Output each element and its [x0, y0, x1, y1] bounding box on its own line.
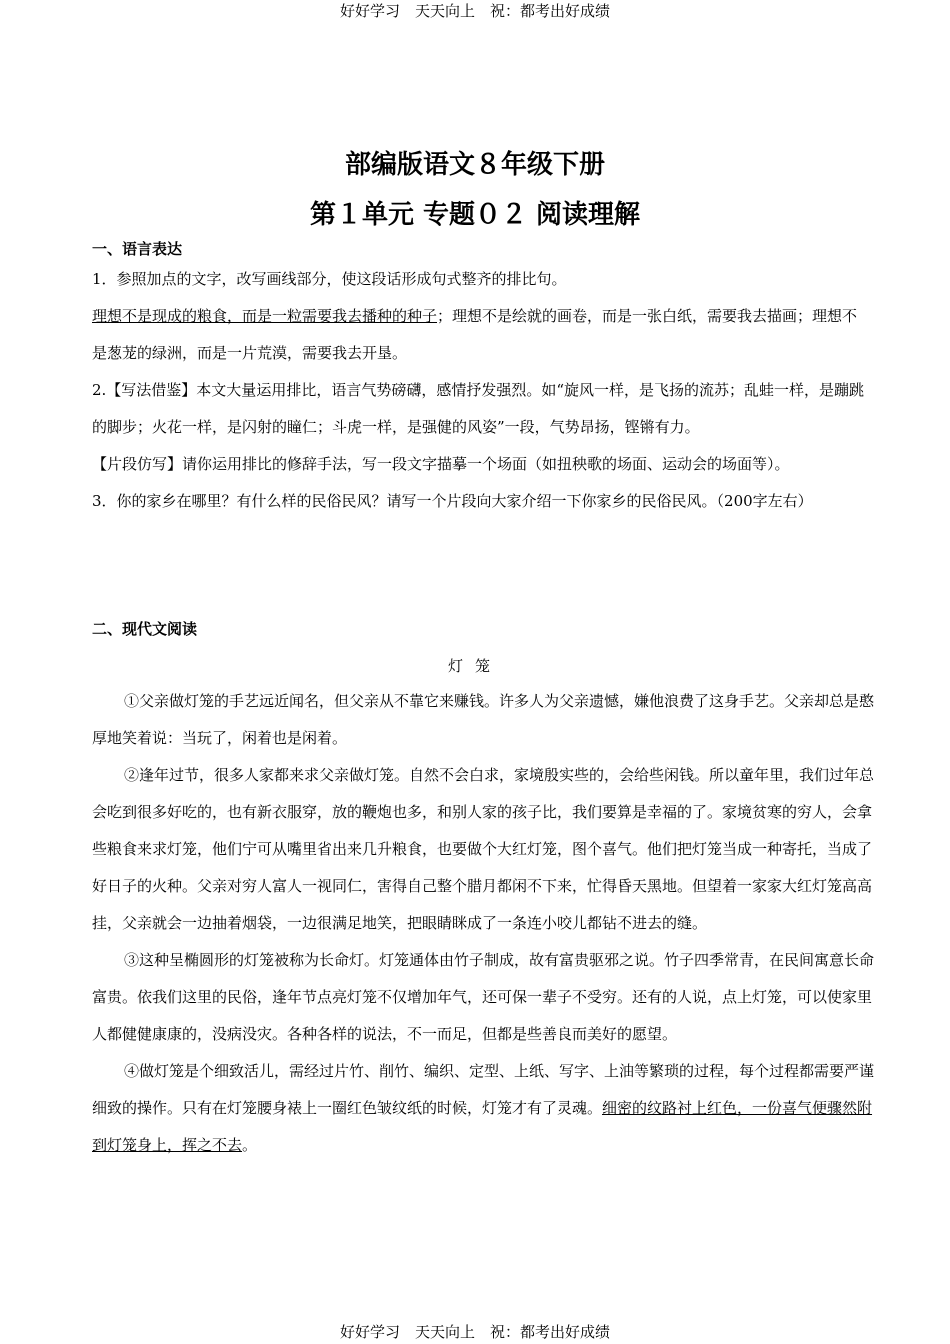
article-body — [92, 683, 877, 1164]
article-title: 灯笼 — [447, 657, 502, 675]
section-1-body — [92, 261, 872, 520]
paragraph-1: ①父亲做灯笼的手艺远近闻名，但父亲从不靠它来赚钱。许多人为父亲遗憾，嫌他浪费了这身手艺。父亲却总是憨厚地笑着说：当玩了，闲着也是闲着。 — [92, 692, 875, 747]
doc-subtitle: 第１单元 专题０２ 阅读理解 — [309, 200, 641, 230]
question-3-text: 3．你的家乡在哪里？有什么样的民俗民风？请写一个片段向大家介绍一下你家乡的民俗民风。（200字左右） — [92, 492, 813, 510]
paragraph-4 — [92, 1053, 877, 1164]
question-1-passage-rest: ；理想不是绘就的画卷，而是一张白纸，需要我去描画；理想不是葱茏的绿洲，而是一片荒漠，需要我去开垦。 — [92, 307, 858, 362]
underlined-sentence: 理想不是现成的粮食，而是一粒需要我去播种的种子 — [92, 307, 438, 325]
paragraph-4-main: ④做灯笼是个细致活儿，需经过片竹、削竹、编织、定型、上纸、写字、上油等繁琐的过程，每个过程都需要严谨细致的操作。只有在灯笼腰身裱上一圈红色皱纹纸的时候，灯笼才有了灵魂。 — [92, 1062, 875, 1117]
section-2-heading: 二、现代文阅读 — [92, 620, 198, 638]
paragraph-2: ②逢年过节，很多人家都来求父亲做灯笼。自然不会白求，家境殷实些的，会给些闲钱。所以童年里，我们过年总会吃到很多好吃的，也有新衣服穿，放的鞭炮也多，和别人家的孩子比，我们要算是幸福的了。家境贫寒的穷人，会拿些粮食来求灯笼，他们宁可从嘴里省出来几升粮食，也要做个大红灯笼，图个喜气。他们把灯笼当成一种寄托，当成了好日子的火种。父亲对穷人富人一视同仁，害得自己整个腊月都闲不下来，忙得昏天黑地。但望着一家家大红灯笼高高挂，父亲就会一边抽着烟袋，一边很满足地笑，把眼睛眯成了一条连小咬儿都钻不进去的缝。 — [92, 766, 875, 932]
section-1-heading: 一、语言表达 — [92, 240, 183, 258]
question-1-passage — [92, 298, 872, 372]
page-header: 好好学习 天天向上 祝：都考出好成绩 — [339, 2, 610, 20]
question-1-prompt: 1．参照加点的文字，改写画线部分，使这段话形成句式整齐的排比句。 — [92, 270, 567, 288]
paragraph-4-underlined: 细密的纹路衬上红色，一份喜气便骤然附到灯笼身上，挥之不去 — [92, 1099, 873, 1154]
question-2-text: 2.【写法借鉴】本文大量运用排比，语言气势磅礴，感情抒发强烈。如“旋风一样，是飞扬的流苏；乱蛙一样，是蹦跳的脚步；火花一样，是闪射的瞳仁；斗虎一样，是强健的风姿”一段，气势昂扬，铿锵有力。 — [92, 381, 864, 436]
paragraph-3: ③这种呈椭圆形的灯笼被称为长命灯。灯笼通体由竹子制成，故有富贵驱邪之说。竹子四季常青，在民间寓意长命富贵。依我们这里的民俗，逢年节点亮灯笼不仅增加年气，还可保一辈子不受穷。还有的人说，点上灯笼，可以使家里人都健健康康的，没病没灾。各种各样的说法，不一而足，但都是些善良而美好的愿望。 — [92, 951, 875, 1043]
question-2-task: 【片段仿写】请你运用排比的修辞手法，写一段文字描摹一个场面（如扭秧歌的场面、运动会的场面等）。 — [92, 455, 790, 473]
page-footer: 好好学习 天天向上 祝：都考出好成绩 — [339, 1323, 610, 1341]
paragraph-4-end: 。 — [242, 1136, 258, 1154]
doc-title: 部编版语文８年级下册 — [344, 150, 605, 180]
